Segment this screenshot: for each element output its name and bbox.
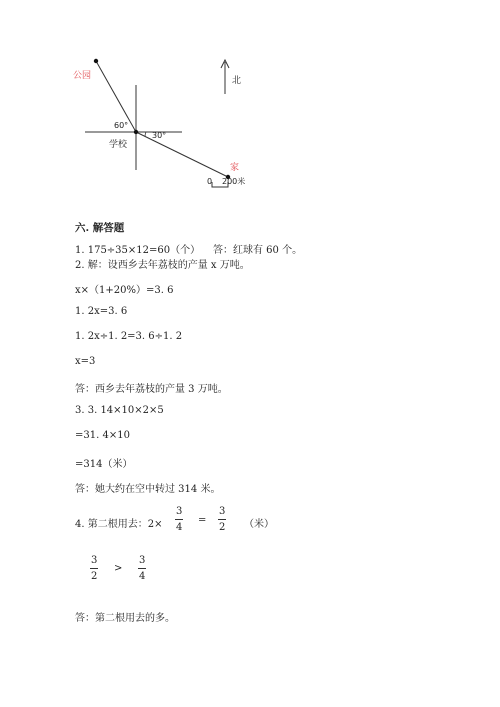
compare-operator: > (114, 563, 123, 574)
q4-fraction-2 (218, 507, 226, 533)
north-label: 北 (232, 76, 242, 86)
q2-line-3: 1. 2x÷1. 2=3. 6÷1. 2 (75, 331, 183, 342)
q2-line-4: x=3 (75, 356, 96, 367)
q1-answer: 答：红球有 60 个。 (213, 245, 303, 256)
q3-line-2: =31. 4×10 (75, 430, 130, 441)
park-label: 公园 (73, 71, 92, 81)
q4-fraction-1-numerator: 3 (175, 507, 183, 520)
q4-fraction-2-numerator: 3 (218, 507, 226, 520)
q2-line-1: x×（1+20%）=3. 6 (75, 285, 174, 296)
compare-fraction-2-denominator: 4 (139, 571, 146, 582)
q3-line-3: =314（米） (75, 459, 133, 470)
angle-arc (145, 132, 146, 137)
q4-fraction-2-denominator: 2 (219, 522, 226, 533)
q4-unit: （米） (244, 519, 274, 530)
q4-prefix: 4. 第二根用去：2× (75, 519, 163, 530)
q4-answer: 答：第二根用去的多。 (75, 613, 175, 624)
q1-calculation: 1. 175÷35×12=60（个） (75, 245, 201, 256)
scale-distance-label: 200米 (222, 177, 246, 186)
home-label: 家 (230, 163, 240, 173)
park-point (94, 59, 98, 63)
q4-fraction-1-denominator: 4 (176, 522, 183, 533)
scale-zero-label: 0 (207, 177, 213, 186)
q2-line-2: 1. 2x=3. 6 (75, 306, 128, 317)
school-label: 学校 (109, 140, 128, 150)
q3-answer: 答：她大约在空中转过 314 米。 (75, 484, 221, 495)
compare-fraction-1-numerator: 3 (90, 556, 98, 569)
q3-line-1: 3. 3. 14×10×2×5 (75, 405, 164, 416)
compare-fraction-1 (90, 556, 98, 582)
angle-60-label: 60° (114, 121, 129, 130)
compare-fraction-1-denominator: 2 (91, 571, 98, 582)
q4-fraction-1 (175, 507, 183, 533)
q2-intro: 2. 解：设西乡去年荔枝的产量 x 万吨。 (75, 260, 250, 271)
section-title: 六. 解答题 (75, 222, 125, 234)
school-point (134, 130, 138, 134)
compare-fraction-2 (138, 556, 146, 582)
q4-equals: = (198, 515, 207, 526)
compare-fraction-2-numerator: 3 (138, 556, 146, 569)
school-home-line (136, 132, 228, 177)
q2-answer: 答：西乡去年荔枝的产量 3 万吨。 (75, 384, 228, 395)
map-diagram (0, 0, 500, 200)
angle-30-label: 30° (152, 131, 167, 140)
